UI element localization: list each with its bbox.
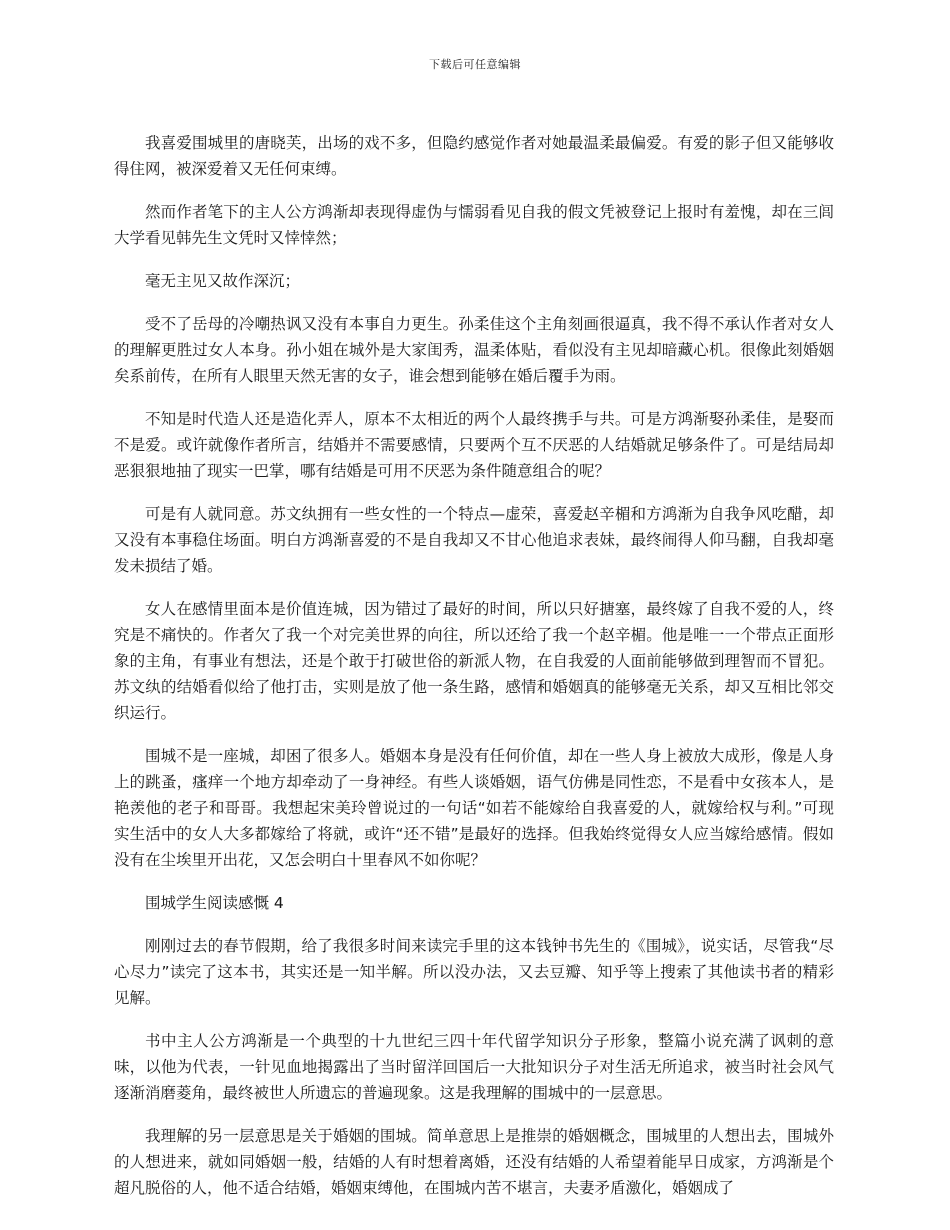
paragraph: 围城不是一座城，却困了很多人。婚姻本身是没有任何价值，却在一些人身上被放大成形，像是人身上的跳蚤，瘙痒一个地方却牵动了一身神经。有些人谈婚姻，语气仿佛是同性恋，不是看中女孩本人，是艳羡他的老子和哥哥。我想起宋美玲曾说过的一句话“如若不能嫁给自我喜爱的人，就嫁给权与利。”可现实生活中的女人大多都嫁给了将就，或许“还不错”是最好的选择。但我始终觉得女人应当嫁给感情。假如没有在尘埃里开出花，又怎会明白十里春风不如你呢？	[114, 747, 834, 869]
section-heading: 围城学生阅读感慨 4	[145, 894, 284, 912]
paragraph: 书中主人公方鸿渐是一个典型的十九世纪三四十年代留学知识分子形象，整篇小说充满了讽刺的意味，以他为代表，一针见血地揭露出了当时留洋回国后一大批知识分子对生活无所追求，被当时社会风气逐渐消磨菱角，最终被世人所遗忘的普遍现象。这是我理解的围城中的一层意思。	[114, 1032, 834, 1102]
paragraph: 然而作者笔下的主人公方鸿渐却表现得虚伪与懦弱看见自我的假文凭被登记上报时有羞愧，却在三闾大学看见韩先生文凭时又悻悻然；	[114, 203, 834, 247]
paragraph: 可是有人就同意。苏文纨拥有一些女性的一个特点—虚荣，喜爱赵辛楣和方鸿渐为自我争风吃醋，却又没有本事稳住场面。明白方鸿渐喜爱的不是自我却又不甘心他追求表妹，最终闹得人仰马翻，自我却毫发未损结了婚。	[114, 505, 834, 575]
paragraph: 不知是时代造人还是造化弄人，原本不太相近的两个人最终携手与共。可是方鸿渐娶孙柔佳，是娶而不是爱。或许就像作者所言，结婚并不需要感情，只要两个互不厌恶的人结婚就足够条件了。可是结局却恶狠狠地抽了现实一巴掌，哪有结婚是可用不厌恶为条件随意组合的呢？	[114, 410, 834, 480]
page-header: 下载后可任意编辑	[429, 58, 521, 71]
paragraph: 刚刚过去的春节假期，给了我很多时间来读完手里的这本钱钟书先生的《围城》，说实话，尽管我“尽心尽力”读完了这本书，其实还是一知半解。所以没办法，又去豆瓣、知乎等上搜索了其他读书者的精彩见解。	[114, 937, 834, 1007]
paragraph: 我喜爱围城里的唐晓芙，出场的戏不多，但隐约感觉作者对她最温柔最偏爱。有爱的影子但又能够收得住网，被深爱着又无任何束缚。	[114, 134, 834, 178]
paragraph: 毫无主见又故作深沉；	[145, 272, 301, 290]
paragraph: 我理解的另一层意思是关于婚姻的围城。简单意思上是推崇的婚姻概念，围城里的人想出去，围城外的人想进来，就如同婚姻一般，结婚的人有时想着离婚，还没有结婚的人希望着能早日成家，方鸿渐是个超凡脱俗的人，他不适合结婚，婚姻束缚他，在围城内苦不堪言，夫妻矛盾激化，婚姻成了	[114, 1127, 834, 1197]
document-body	[114, 130, 834, 1218]
paragraph: 受不了岳母的冷嘲热讽又没有本事自力更生。孙柔佳这个主角刻画很逼真，我不得不承认作者对女人的理解更胜过女人本身。孙小姐在城外是大家闺秀，温柔体贴，看似没有主见却暗藏心机。很像此刻婚姻矣系前传，在所有人眼里天然无害的女子，谁会想到能够在婚后覆手为雨。	[114, 315, 834, 385]
paragraph: 女人在感情里面本是价值连城，因为错过了最好的时间，所以只好搪塞，最终嫁了自我不爱的人，终究是不痛快的。作者欠了我一个对完美世界的向往，所以还给了我一个赵辛楣。他是唯一一个带点正面形象的主角，有事业有想法，还是个敢于打破世俗的新派人物，在自我爱的人面前能够做到理智而不冒犯。苏文纨的结婚看似给了他打击，实则是放了他一条生路，感情和婚姻真的能够毫无关系，却又互相比邻交织运行。	[114, 600, 834, 722]
